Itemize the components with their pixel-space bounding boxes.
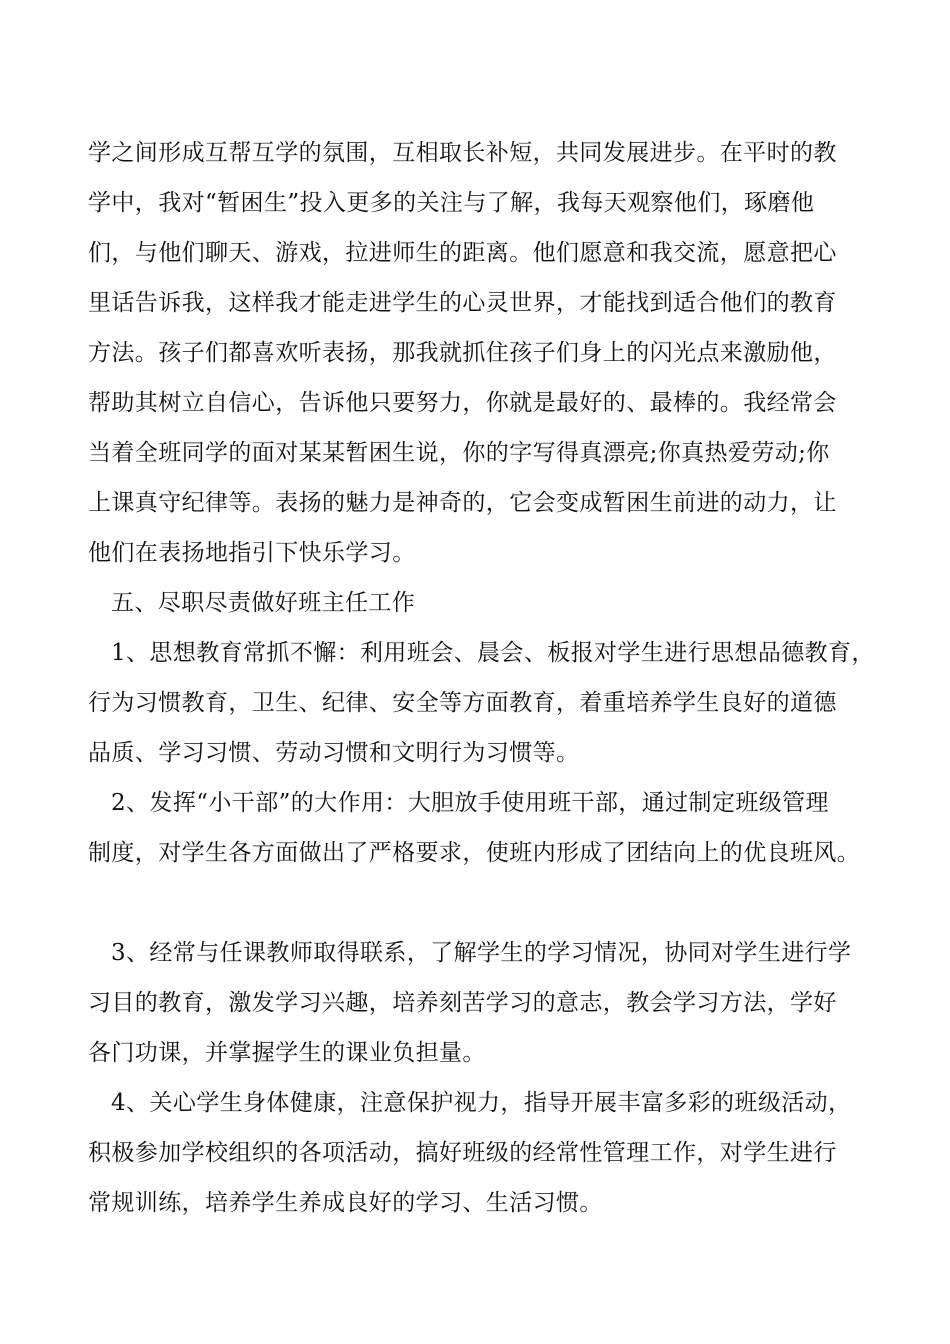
text-line: 常规训练，培养学生养成良好的学习、生活习惯。 bbox=[88, 1190, 603, 1216]
text-line: 习目的教育，激发学习兴趣，培养刻苦学习的意志，教会学习方法，学好 bbox=[88, 990, 837, 1016]
text-line: 制度，对学生各方面做出了严格要求，使班内形成了团结向上的优良班风。 bbox=[88, 840, 861, 866]
text-line: 里话告诉我，这样我才能走进学生的心灵世界，才能找到适合他们的教育 bbox=[88, 290, 837, 316]
text-line: 学中，我对“暂困生”投入更多的关注与了解，我每天观察他们，琢磨他 bbox=[88, 190, 815, 216]
text-line: 帮助其树立自信心，告诉他只要努力，你就是最好的、最棒的。我经常会 bbox=[88, 390, 837, 416]
blank-line bbox=[88, 878, 878, 928]
section-heading: 五、尽职尽责做好班主任工作 bbox=[111, 590, 416, 616]
text-line: 当着全班同学的面对某某暂困生说，你的字写得真漂亮;你真热爱劳动;你 bbox=[88, 440, 830, 466]
text-line: 2、发挥“小干部”的大作用：大胆放手使用班干部，通过制定班级管理 bbox=[111, 790, 829, 816]
text-line: 上课真守纪律等。表扬的魅力是神奇的，它会变成暂困生前进的动力，让 bbox=[88, 490, 837, 516]
text-line: 积极参加学校组织的各项活动，搞好班级的经常性管理工作，对学生进行 bbox=[88, 1140, 837, 1166]
text-line: 们，与他们聊天、游戏，拉进师生的距离。他们愿意和我交流，愿意把心 bbox=[88, 240, 837, 266]
text-line: 学之间形成互帮互学的氛围，互相取长补短，共同发展进步。在平时的教 bbox=[88, 140, 837, 166]
text-line: 4、关心学生身体健康，注意保护视力，指导开展丰富多彩的班级活动， bbox=[111, 1090, 852, 1116]
text-line: 3、经常与任课教师取得联系，了解学生的学习情况，协同对学生进行学 bbox=[111, 940, 852, 966]
text-line: 他们在表扬地指引下快乐学习。 bbox=[88, 540, 416, 566]
text-line: 方法。孩子们都喜欢听表扬，那我就抓住孩子们身上的闪光点来激励他， bbox=[88, 340, 837, 366]
text-line: 各门功课，并掌握学生的课业负担量。 bbox=[88, 1040, 486, 1066]
body-text bbox=[88, 128, 878, 1228]
text-line: 1、思想教育常抓不懈：利用班会、晨会、板报对学生进行思想品德教育， bbox=[111, 640, 875, 666]
text-line: 行为习惯教育，卫生、纪律、安全等方面教育，着重培养学生良好的道德 bbox=[88, 690, 837, 716]
text-line: 品质、学习习惯、劳动习惯和文明行为习惯等。 bbox=[88, 740, 580, 766]
